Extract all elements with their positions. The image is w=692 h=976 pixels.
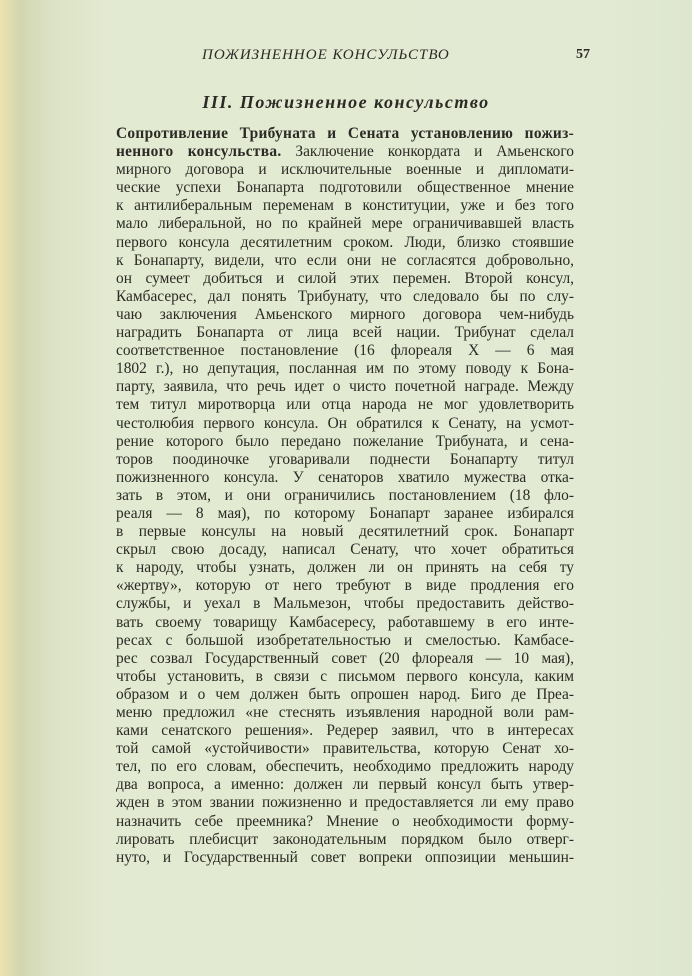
- text-line-content: вать своему товарищу Камбасересу, работавшему в его инте-: [116, 613, 574, 631]
- text-line: [116, 722, 574, 740]
- text-line-content: ресах с большой изобретательностью и смелостью. Камбасе-: [116, 631, 574, 649]
- lead-heading-end: ненного консульства.: [116, 143, 282, 161]
- text-line: [116, 614, 574, 632]
- text-line: [116, 324, 574, 342]
- text-line: [116, 179, 574, 197]
- text-line: [116, 378, 574, 396]
- text-line: [116, 360, 574, 378]
- lead-line-rest: Заключение конкордата и Амьенского: [281, 143, 575, 161]
- text-line-content: к антилиберальным переменам в конституции, уже и без того: [116, 197, 574, 215]
- text-line: [116, 849, 574, 867]
- text-line: [116, 632, 574, 650]
- text-line-content: лировать плебисцит законодательным порядком было отверг-: [116, 830, 574, 848]
- body-text: [116, 125, 574, 867]
- text-line: [116, 234, 574, 252]
- text-line-content: рение которого было передано пожелание Трибуната, и сена-: [116, 432, 574, 450]
- text-line: [116, 270, 574, 288]
- text-line: [116, 342, 574, 360]
- text-line: [116, 252, 574, 270]
- text-line-content: реаля — 8 мая), по которому Бонапарт заранее избирался: [116, 504, 574, 522]
- text-line: [116, 704, 574, 722]
- text-line-content: пожизненного консула. У сенаторов хватило мужества отка-: [116, 468, 574, 486]
- text-line: [116, 143, 574, 161]
- text-line-content: к народу, чтобы узнать, должен ли он принять на себя ту: [116, 559, 574, 577]
- text-line: [116, 161, 574, 179]
- text-line-content: парту, заявила, что речь идет о чисто почетной награде. Между: [116, 378, 574, 396]
- text-line: [116, 415, 574, 433]
- text-line-content: первого консула десятилетним сроком. Люди, близко стоявшие: [116, 233, 574, 251]
- text-line-content: тел, по его словам, обеспечить, необходимо предложить народу: [116, 758, 574, 776]
- text-line: [116, 541, 574, 559]
- text-line: [116, 125, 574, 143]
- text-line: [116, 197, 574, 215]
- text-line-content: Камбасерес, дал понять Трибунату, что следовало бы по слу-: [116, 287, 574, 305]
- text-line-content: ческие успехи Бонапарта подготовили общественное мнение: [116, 179, 574, 197]
- text-line: [116, 523, 574, 541]
- text-line: [116, 758, 574, 776]
- text-line: [116, 686, 574, 704]
- text-line-content: чаю заключения Амьенского мирного договора чем-нибудь: [116, 305, 574, 323]
- text-line-content: назначить себе преемника? Мнение о необходимости форму-: [116, 812, 574, 830]
- text-line-content: ками сенатского решения». Редерер заявил, что в интересах: [116, 722, 574, 740]
- text-line: [116, 776, 574, 794]
- text-line-content: меню предложил «не стеснять изъявления народной воли рам-: [116, 704, 574, 721]
- text-line: [116, 433, 574, 451]
- text-line-content: тем титул миротворца или отца народа не мог удовлетворить: [116, 396, 574, 414]
- text-line: [116, 306, 574, 324]
- text-line: [116, 831, 574, 849]
- text-line-content: «жертву», которую от него требуют в виде продления его: [116, 577, 574, 595]
- text-line-content: он сумеет добиться и силой этих перемен. Второй консул,: [116, 269, 574, 287]
- text-line-content: чтобы установить, в связи с письмом первого консула, каким: [116, 667, 574, 685]
- text-line-content: образом и о чем должен быть опрошен народ. Биго де Преа-: [116, 685, 574, 703]
- text-line: [116, 794, 574, 812]
- text-line-content: зать в этом, и они ограничились постановлением (18 фло-: [116, 486, 574, 504]
- text-line: [116, 451, 574, 469]
- text-line: [116, 396, 574, 414]
- page-number: 57: [576, 47, 590, 62]
- text-line: [116, 740, 574, 758]
- text-line-content: соответственное постановление (16 флореаля X — 6 мая: [116, 342, 574, 360]
- text-line-content: к Бонапарту, видели, что если они не согласятся добровольно,: [116, 251, 574, 269]
- text-line-content: мирного договора и исключительные военные и дипломати-: [116, 161, 574, 179]
- text-line-content: два вопроса, а именно: должен ли первый консул быть утвер-: [116, 776, 574, 794]
- text-line: [116, 577, 574, 595]
- text-line: [116, 668, 574, 686]
- text-line-content: нуто, и Государственный совет вопреки оппозиции меньшин-: [116, 848, 574, 866]
- text-line: [116, 469, 574, 487]
- text-line: [116, 487, 574, 505]
- text-line-content: той самой «устойчивости» правительства, которую Сенат хо-: [116, 740, 574, 758]
- text-line-content: рес созвал Государственный совет (20 флореаля — 10 мая),: [116, 649, 574, 667]
- text-line: [116, 813, 574, 831]
- text-line: [116, 559, 574, 577]
- text-line-content: 1802 г.), но депутация, посланная им по этому поводу к Бона-: [116, 360, 574, 378]
- text-line-content: наградить Бонапарта от лица всей нации. Трибунат сделал: [116, 324, 574, 342]
- text-line: [116, 288, 574, 306]
- chapter-title: III. Пожизненное консульство: [202, 92, 490, 112]
- text-line-content: торов поодиночке уговаривали поднести Бонапарту титул: [116, 450, 574, 468]
- text-line-content: службы, и уехал в Мальмезон, чтобы предоставить действо-: [116, 595, 574, 613]
- text-line-content: жден в этом звании пожизненно и предоставляется ли ему право: [116, 794, 574, 812]
- text-line: [116, 505, 574, 523]
- lead-heading-line: Сопротивление Трибуната и Сената установлению пожиз-: [116, 125, 574, 142]
- text-line-content: скрыл свою досаду, написал Сенату, что хочет обратиться: [116, 541, 574, 559]
- text-line-content: честолюбия первого консула. Он обратился к Сенату, на усмот-: [116, 414, 574, 432]
- running-title: ПОЖИЗНЕННОЕ КОНСУЛЬСТВО: [202, 47, 450, 63]
- text-line: [116, 650, 574, 668]
- text-line-content: в первые консулы на новый десятилетний срок. Бонапарт: [116, 523, 574, 541]
- text-line-content: мало либеральной, но по крайней мере ограничивавшей власть: [116, 215, 574, 233]
- text-line: [116, 215, 574, 233]
- text-line: [116, 595, 574, 613]
